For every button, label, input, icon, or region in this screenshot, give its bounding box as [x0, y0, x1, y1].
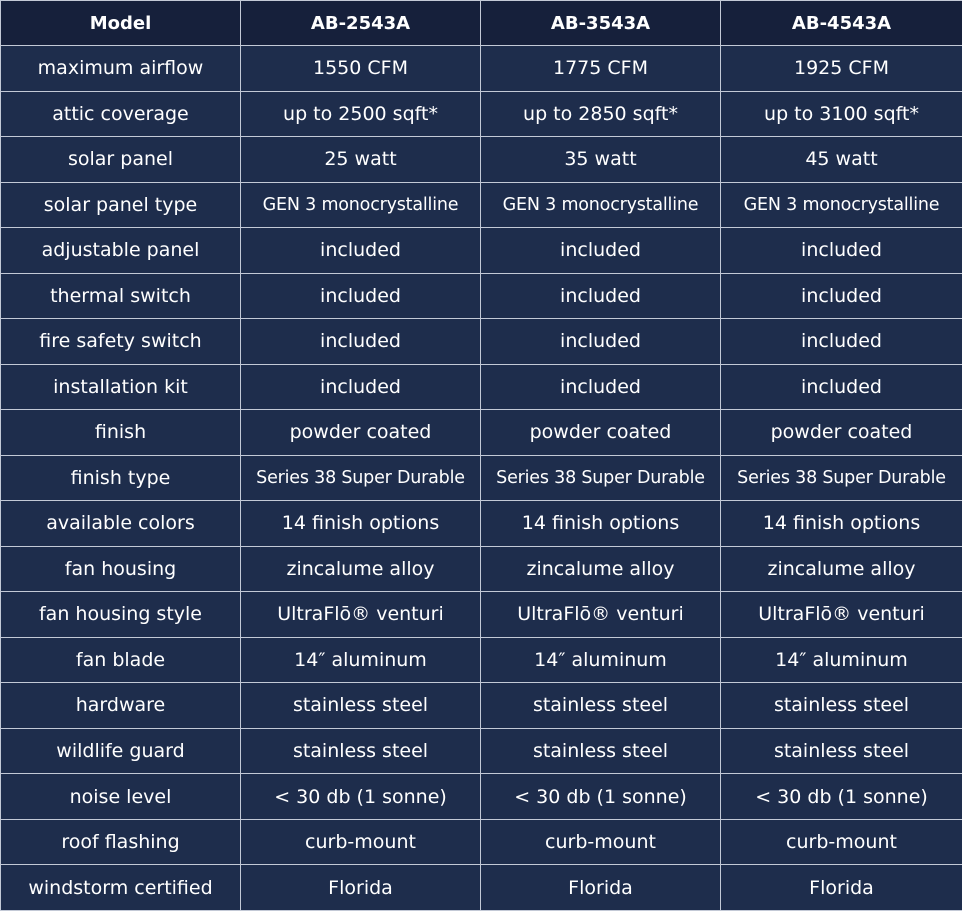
row-label: available colors	[1, 501, 241, 547]
table-cell: GEN 3 monocrystalline	[241, 182, 481, 228]
table-row	[1, 455, 962, 501]
table-cell: < 30 db (1 sonne)	[481, 774, 721, 820]
table-row	[1, 410, 962, 456]
table-row	[1, 728, 962, 774]
table-cell: stainless steel	[241, 683, 481, 729]
table-row	[1, 228, 962, 274]
table-cell: curb-mount	[721, 819, 962, 865]
table-cell: included	[481, 364, 721, 410]
table-cell: stainless steel	[241, 728, 481, 774]
header-cell-ab-2543a: AB-2543A	[241, 1, 481, 46]
table-cell: stainless steel	[721, 728, 962, 774]
row-label: thermal switch	[1, 273, 241, 319]
table-cell: included	[241, 228, 481, 274]
header-cell-ab-3543a: AB-3543A	[481, 1, 721, 46]
table-cell: included	[721, 228, 962, 274]
table-cell: zincalume alloy	[481, 546, 721, 592]
table-cell: up to 3100 sqft*	[721, 91, 962, 137]
table-row	[1, 592, 962, 638]
row-label: finish type	[1, 455, 241, 501]
table-cell: < 30 db (1 sonne)	[241, 774, 481, 820]
table-cell: UltraFlō® venturi	[721, 592, 962, 638]
table-cell: 1775 CFM	[481, 46, 721, 92]
row-label: hardware	[1, 683, 241, 729]
table-cell: 14″ aluminum	[241, 637, 481, 683]
table-cell: up to 2500 sqft*	[241, 91, 481, 137]
table-cell: Florida	[481, 865, 721, 911]
table-row	[1, 182, 962, 228]
row-label: fan blade	[1, 637, 241, 683]
table-cell: zincalume alloy	[241, 546, 481, 592]
table-cell: included	[721, 364, 962, 410]
row-label: fire safety switch	[1, 319, 241, 365]
table-cell: curb-mount	[481, 819, 721, 865]
table-cell: powder coated	[721, 410, 962, 456]
table-row	[1, 865, 962, 911]
table-row	[1, 546, 962, 592]
table-cell: Florida	[721, 865, 962, 911]
table-row	[1, 501, 962, 547]
table-cell: included	[721, 273, 962, 319]
table-cell: 1925 CFM	[721, 46, 962, 92]
row-label: roof flashing	[1, 819, 241, 865]
header-row	[1, 1, 962, 46]
table-cell: included	[721, 319, 962, 365]
table-cell: 14 finish options	[241, 501, 481, 547]
table-cell: 1550 CFM	[241, 46, 481, 92]
table-cell: included	[481, 319, 721, 365]
table-cell: included	[481, 228, 721, 274]
table-cell: stainless steel	[721, 683, 962, 729]
table-row	[1, 683, 962, 729]
table-cell: Series 38 Super Durable	[721, 455, 962, 501]
table-cell: Series 38 Super Durable	[241, 455, 481, 501]
row-label: solar panel type	[1, 182, 241, 228]
row-label: attic coverage	[1, 91, 241, 137]
table-cell: included	[241, 364, 481, 410]
table-row	[1, 819, 962, 865]
table-cell: included	[241, 273, 481, 319]
table-cell: zincalume alloy	[721, 546, 962, 592]
row-label: adjustable panel	[1, 228, 241, 274]
table-cell: stainless steel	[481, 683, 721, 729]
table-row	[1, 273, 962, 319]
table-cell: 14 finish options	[481, 501, 721, 547]
row-label: fan housing	[1, 546, 241, 592]
row-label: maximum airflow	[1, 46, 241, 92]
table-row	[1, 46, 962, 92]
row-label: solar panel	[1, 137, 241, 183]
table-cell: 14 finish options	[721, 501, 962, 547]
table-cell: 14″ aluminum	[481, 637, 721, 683]
table-cell: Florida	[241, 865, 481, 911]
table-cell: UltraFlō® venturi	[241, 592, 481, 638]
table-cell: curb-mount	[241, 819, 481, 865]
table-cell: powder coated	[481, 410, 721, 456]
row-label: installation kit	[1, 364, 241, 410]
table-cell: 25 watt	[241, 137, 481, 183]
row-label: windstorm certified	[1, 865, 241, 911]
table-cell: 35 watt	[481, 137, 721, 183]
table-cell: 45 watt	[721, 137, 962, 183]
row-label: noise level	[1, 774, 241, 820]
table-cell: stainless steel	[481, 728, 721, 774]
table-cell: included	[241, 319, 481, 365]
table-row	[1, 319, 962, 365]
table-cell: powder coated	[241, 410, 481, 456]
header-cell-ab-4543a: AB-4543A	[721, 1, 962, 46]
table-row	[1, 637, 962, 683]
table-cell: < 30 db (1 sonne)	[721, 774, 962, 820]
header-cell-model: Model	[1, 1, 241, 46]
table-cell: GEN 3 monocrystalline	[721, 182, 962, 228]
table-cell: included	[481, 273, 721, 319]
table-cell: GEN 3 monocrystalline	[481, 182, 721, 228]
row-label: fan housing style	[1, 592, 241, 638]
table-cell: up to 2850 sqft*	[481, 91, 721, 137]
table-cell: 14″ aluminum	[721, 637, 962, 683]
table-cell: UltraFlō® venturi	[481, 592, 721, 638]
row-label: finish	[1, 410, 241, 456]
table-cell: Series 38 Super Durable	[481, 455, 721, 501]
table-row	[1, 774, 962, 820]
table-row	[1, 364, 962, 410]
table-row	[1, 137, 962, 183]
table-row	[1, 91, 962, 137]
row-label: wildlife guard	[1, 728, 241, 774]
spec-table-body	[1, 46, 962, 911]
